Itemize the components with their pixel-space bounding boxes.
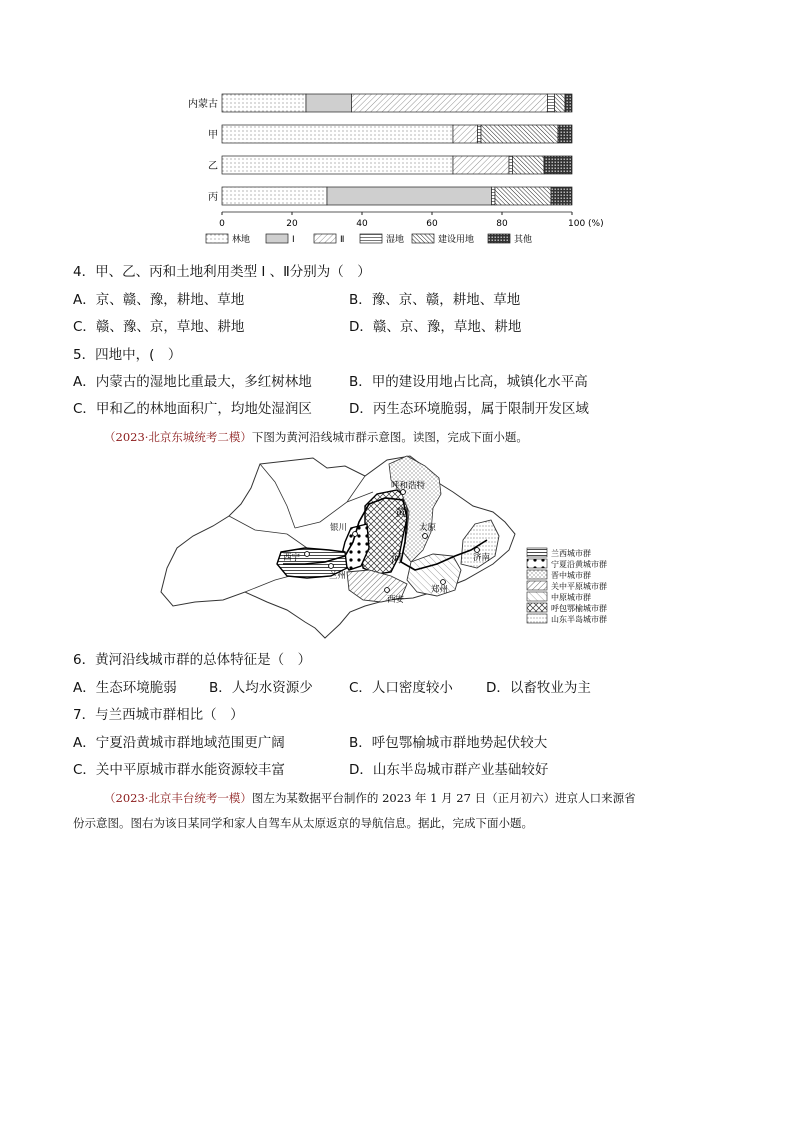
map-legend-label: 兰西城市群 [551, 549, 591, 558]
bar-segment [222, 94, 306, 112]
bar-segment [558, 125, 572, 143]
bar-segment [495, 187, 551, 205]
question-5-option-b[interactable]: B．甲的建设用地占比高，城镇化水平高 [349, 374, 588, 390]
city-yinchuan: 银川 [330, 523, 348, 533]
x-tick-label: 40 [356, 219, 368, 229]
land-use-chart [170, 86, 630, 256]
question-7-option-d[interactable]: D．山东半岛城市群产业基础较好 [349, 762, 549, 778]
question-6-option-c[interactable]: C．人口密度较小 [349, 680, 453, 696]
x-tick-label: 60 [426, 219, 438, 229]
bar-segment [565, 94, 572, 112]
question-7-option-b[interactable]: B．呼包鄂榆城市群地势起伏较大 [349, 735, 548, 751]
intro-paragraph-2-line-2: 份示意图。图右为该日某同学和家人自驾车从太原返京的导航信息。据此，完成下面小题。 [73, 816, 533, 830]
intro-1-source: （2023·北京东城统考二模） [104, 430, 252, 444]
city-xian: 西安 [387, 595, 405, 605]
question-6-option-a[interactable]: A．生态环境脆弱 [73, 680, 177, 696]
map-legend-swatch [527, 559, 547, 568]
legend-label: Ⅰ [292, 235, 295, 245]
city-marker [329, 564, 334, 569]
city-taiyuan: 太原 [419, 523, 437, 533]
intro-2-source: （2023·北京丰台统考一模） [104, 791, 252, 805]
bar-segment [481, 125, 558, 143]
city-xining: 西宁 [283, 553, 301, 563]
city-marker [475, 548, 480, 553]
city-jinan: 济南 [473, 553, 491, 563]
map-legend [527, 548, 607, 624]
map-legend-swatch [527, 614, 547, 623]
river-char-he: 河 [391, 552, 402, 565]
x-tick-label: 100 (%) [568, 219, 604, 229]
question-5-option-d[interactable]: D．丙生态环境脆弱，属于限制开发区域 [349, 401, 589, 417]
x-tick-label: 80 [496, 219, 508, 229]
city-marker [353, 532, 358, 537]
city-marker [441, 580, 446, 585]
bar-segment [327, 187, 492, 205]
legend-label: 其他 [514, 235, 533, 245]
map-legend-label: 宁夏沿黄城市群 [551, 560, 607, 569]
city-marker [305, 552, 310, 557]
question-5-option-c[interactable]: C．甲和乙的林地面积广，均地处湿润区 [73, 401, 312, 417]
x-tick-label: 20 [286, 219, 298, 229]
legend-swatch [266, 234, 288, 243]
intro-1-text: 下图为黄河沿线城市群示意图。读图，完成下面小题。 [251, 430, 528, 444]
bar-segment [555, 94, 566, 112]
legend-label: Ⅱ [340, 235, 345, 245]
bar-segment [222, 187, 327, 205]
basin-outline [161, 456, 515, 638]
bar-segment [453, 125, 478, 143]
city-zhengzhou: 郑州 [431, 585, 449, 595]
map-legend-swatch [527, 581, 547, 590]
x-tick-label: 0 [219, 219, 225, 229]
bar-segment [453, 156, 509, 174]
question-7-option-a[interactable]: A．宁夏沿黄城市群地域范围更广阔 [73, 735, 285, 751]
category-label: 内蒙古 [188, 99, 218, 110]
category-label: 丙 [208, 192, 218, 203]
bar-segment [478, 125, 482, 143]
map-legend-label: 关中平原城市群 [551, 582, 607, 591]
intro-paragraph-1 [104, 429, 528, 445]
question-6-stem: 6．黄河沿线城市群的总体特征是（ ） [73, 652, 312, 668]
map-legend-label: 晋中城市群 [551, 571, 591, 580]
question-5-stem: 5．四地中，( ） [73, 347, 182, 363]
city-hohhot: 呼和浩特 [391, 481, 426, 491]
bar-segment [492, 187, 496, 205]
map-legend-label: 中原城市群 [551, 593, 591, 602]
intro-2-text-1: 图左为某数据平台制作的 2023 年 1 月 27 日（正月初六）进京人口来源省 [251, 791, 636, 805]
legend-swatch [412, 234, 434, 243]
map-legend-swatch [527, 570, 547, 579]
question-7-stem: 7．与兰西城市群相比（ ） [73, 707, 244, 723]
map-legend-swatch [527, 548, 547, 557]
yellow-river-map [155, 452, 635, 647]
legend-swatch [360, 234, 382, 243]
question-4-stem: 4．甲、乙、丙和土地利用类型 Ⅰ 、Ⅱ分别为（ ） [73, 264, 371, 280]
map-legend-label: 呼包鄂榆城市群 [551, 604, 607, 613]
map-legend-swatch [527, 592, 547, 601]
question-6-option-b[interactable]: B．人均水资源少 [209, 680, 313, 696]
bar-segment [548, 94, 555, 112]
question-6-option-d[interactable]: D．以畜牧业为主 [486, 680, 591, 696]
legend-swatch [206, 234, 228, 243]
bar-segment [222, 125, 453, 143]
bar-segment [551, 187, 572, 205]
city-marker [385, 588, 390, 593]
bar-segment [222, 156, 453, 174]
city-lanzhou: 兰州 [329, 571, 347, 581]
bar-segment [513, 156, 545, 174]
bar-segment [352, 94, 548, 112]
legend-label: 林地 [232, 235, 251, 245]
city-marker [423, 534, 428, 539]
bar-segment [544, 156, 572, 174]
category-label: 甲 [208, 130, 218, 141]
legend-swatch [314, 234, 336, 243]
category-label: 乙 [208, 161, 218, 172]
question-4-option-d[interactable]: D．赣、京、豫，草地、耕地 [349, 319, 522, 335]
legend-label: 建设用地 [438, 235, 475, 245]
legend-swatch [488, 234, 510, 243]
bar-segment [306, 94, 352, 112]
question-7-option-c[interactable]: C．关中平原城市群水能资源较丰富 [73, 762, 285, 778]
intro-paragraph-2-line-1 [104, 790, 636, 806]
question-4-option-b[interactable]: B．豫、京、赣，耕地、草地 [349, 292, 521, 308]
question-4-option-c[interactable]: C．赣、豫、京，草地、耕地 [73, 319, 245, 335]
question-5-option-a[interactable]: A．内蒙古的湿地比重最大，多红树林地 [73, 374, 312, 390]
river-char-huang: 黄 [395, 506, 406, 519]
map-legend-swatch [527, 603, 547, 612]
bar-segment [509, 156, 513, 174]
map-legend-label: 山东半岛城市群 [551, 615, 607, 624]
legend-label: 湿地 [386, 235, 405, 245]
question-4-option-a[interactable]: A．京、赣、豫，耕地、草地 [73, 292, 245, 308]
